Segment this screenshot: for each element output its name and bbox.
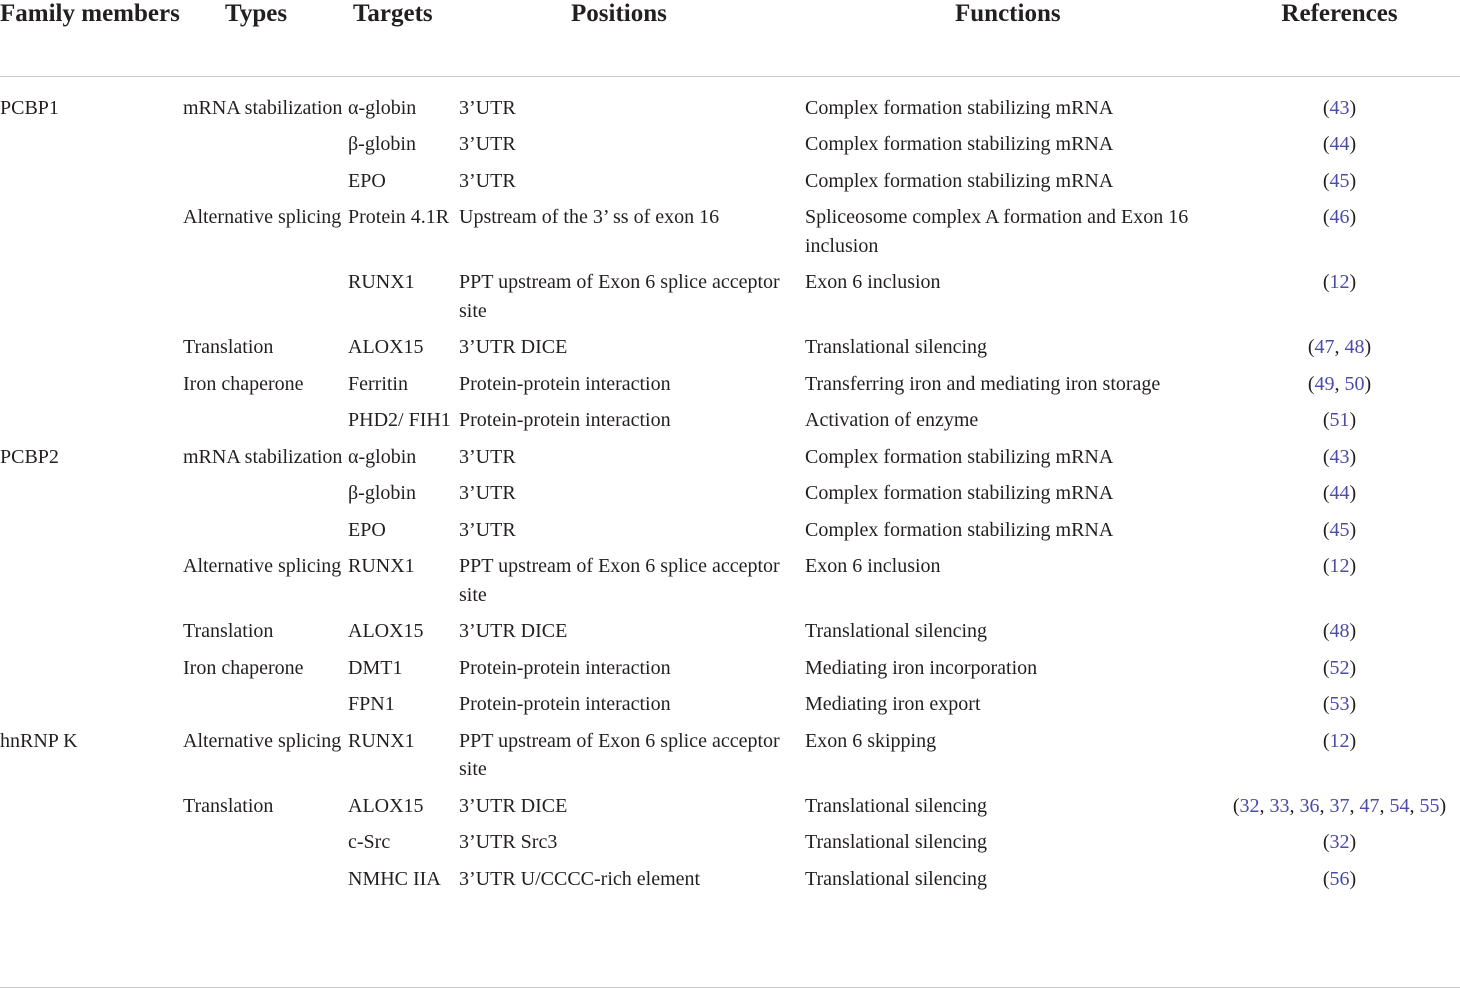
cell-position: PPT upstream of Exon 6 splice acceptor site <box>459 729 780 780</box>
cell-type <box>183 122 348 159</box>
cell-function: Complex formation stabilizing mRNA <box>805 96 1114 119</box>
cell-family <box>0 682 183 719</box>
cell-target: ALOX15 <box>348 620 424 642</box>
table-row <box>0 122 1460 159</box>
cell-target: FPN1 <box>348 693 395 715</box>
reference-link[interactable]: 12 <box>1329 729 1350 752</box>
cell-references: (32, 33, 36, 37, 47, 54, 55) <box>1232 794 1447 817</box>
cell-function: Translational silencing <box>805 336 988 358</box>
cell-function: Translational silencing <box>805 867 988 890</box>
cell-position: 3’UTR <box>459 518 516 541</box>
cell-position: 3’UTR Src3 <box>459 831 558 853</box>
cell-references: (52) <box>1322 656 1357 679</box>
reference-link[interactable]: 37 <box>1329 794 1350 817</box>
cell-function: Translational silencing <box>805 794 988 817</box>
cell-references: (12) <box>1322 555 1357 577</box>
cell-type <box>183 260 348 325</box>
cell-family <box>0 784 183 821</box>
header-functions: Functions <box>805 0 1219 76</box>
cell-function: Complex formation stabilizing mRNA <box>805 445 1114 468</box>
cell-function: Exon 6 inclusion <box>805 271 941 293</box>
cell-function: Exon 6 inclusion <box>805 555 941 577</box>
reference-link[interactable]: 33 <box>1269 794 1290 817</box>
table-row <box>0 609 1460 646</box>
cell-target: RUNX1 <box>348 271 415 293</box>
table-row <box>0 682 1460 719</box>
cell-type <box>183 820 348 857</box>
cell-family <box>0 609 183 646</box>
reference-link[interactable]: 47 <box>1359 794 1380 817</box>
reference-link[interactable]: 45 <box>1329 518 1350 541</box>
cell-position: Protein-protein interaction <box>459 656 671 679</box>
cell-function: Exon 6 skipping <box>805 729 937 752</box>
cell-references: (56) <box>1322 867 1357 890</box>
cell-function: Mediating iron export <box>805 693 981 715</box>
cell-target: ALOX15 <box>348 794 424 817</box>
reference-link[interactable]: 52 <box>1329 656 1350 679</box>
cell-type: Translation <box>183 336 274 358</box>
cell-target: RUNX1 <box>348 729 415 752</box>
cell-references: (51) <box>1322 409 1357 431</box>
reference-link[interactable]: 53 <box>1329 693 1350 715</box>
cell-type <box>183 508 348 545</box>
cell-type: Translation <box>183 620 274 642</box>
reference-link[interactable]: 12 <box>1329 555 1350 577</box>
table-row <box>0 784 1460 821</box>
cell-references: (47, 48) <box>1307 336 1372 358</box>
cell-references: (43) <box>1322 445 1357 468</box>
cell-position: Protein-protein interaction <box>459 693 671 715</box>
cell-position: 3’UTR <box>459 133 516 155</box>
table-row <box>0 260 1460 325</box>
cell-family <box>0 260 183 325</box>
cell-family <box>0 544 183 609</box>
reference-link[interactable]: 45 <box>1329 169 1350 192</box>
cell-family <box>0 508 183 545</box>
reference-link[interactable]: 47 <box>1314 336 1335 358</box>
cell-function: Complex formation stabilizing mRNA <box>805 133 1114 155</box>
cell-target: c-Src <box>348 831 391 853</box>
reference-link[interactable]: 32 <box>1329 831 1350 853</box>
cell-family: PCBP2 <box>0 445 59 468</box>
cell-position: 3’UTR DICE <box>459 336 568 358</box>
cell-family <box>0 471 183 508</box>
header-family: Family members <box>0 0 183 76</box>
cell-position: 3’UTR <box>459 96 516 119</box>
bottom-rule <box>0 987 1460 988</box>
table-row <box>0 471 1460 508</box>
cell-references: (53) <box>1322 693 1357 715</box>
table-body <box>0 76 1460 893</box>
reference-link[interactable]: 32 <box>1239 794 1260 817</box>
cell-family: hnRNP K <box>0 729 78 752</box>
cell-position: 3’UTR U/CCCC-rich element <box>459 867 701 890</box>
cell-type: Iron chaperone <box>183 372 304 395</box>
cell-function: Mediating iron incorporation <box>805 656 1038 679</box>
cell-target: DMT1 <box>348 656 403 679</box>
cell-family <box>0 362 183 399</box>
cell-target: ALOX15 <box>348 336 424 358</box>
cell-references: (45) <box>1322 169 1357 192</box>
cell-references: (32) <box>1322 831 1357 853</box>
cell-position: 3’UTR DICE <box>459 620 568 642</box>
table-row <box>0 398 1460 435</box>
cell-family <box>0 122 183 159</box>
cell-position: Upstream of the 3’ ss of exon 16 <box>459 206 720 228</box>
cell-family <box>0 646 183 683</box>
reference-link[interactable]: 56 <box>1329 867 1350 890</box>
cell-target: RUNX1 <box>348 555 415 577</box>
cell-type <box>183 682 348 719</box>
cell-target: EPO <box>348 518 386 541</box>
cell-function: Translational silencing <box>805 831 988 853</box>
table-row <box>0 544 1460 609</box>
cell-type: Iron chaperone <box>183 656 304 679</box>
cell-position: 3’UTR DICE <box>459 794 568 817</box>
cell-position: Protein-protein interaction <box>459 372 671 395</box>
cell-type: Alternative splicing <box>183 206 342 228</box>
reference-link[interactable]: 48 <box>1329 620 1350 642</box>
cell-type: mRNA stabilization <box>183 96 343 119</box>
reference-link[interactable]: 46 <box>1329 206 1350 228</box>
header-references: References <box>1219 0 1460 76</box>
table-row <box>0 508 1460 545</box>
table-row <box>0 76 1460 122</box>
cell-function: Complex formation stabilizing mRNA <box>805 482 1114 504</box>
cell-position: Protein-protein interaction <box>459 409 671 431</box>
cell-type <box>183 857 348 894</box>
cell-target: EPO <box>348 169 386 192</box>
reference-link[interactable]: 55 <box>1419 794 1440 817</box>
cell-type <box>183 471 348 508</box>
cell-family <box>0 857 183 894</box>
table-row <box>0 159 1460 196</box>
reference-link[interactable]: 51 <box>1329 409 1350 431</box>
reference-link[interactable]: 44 <box>1329 133 1350 155</box>
header-positions: Positions <box>459 0 805 76</box>
cell-references: (44) <box>1322 482 1357 504</box>
reference-link[interactable]: 54 <box>1389 794 1410 817</box>
cell-function: Complex formation stabilizing mRNA <box>805 169 1114 192</box>
cell-target: Protein 4.1R <box>348 206 450 228</box>
header-types: Types <box>183 0 348 76</box>
reference-link[interactable]: 48 <box>1344 336 1365 358</box>
cell-type <box>183 159 348 196</box>
cell-family <box>0 325 183 362</box>
cell-type: Alternative splicing <box>183 729 342 752</box>
reference-link[interactable]: 49 <box>1314 372 1335 395</box>
table-row <box>0 719 1460 784</box>
cell-type: Translation <box>183 794 274 817</box>
cell-family <box>0 159 183 196</box>
cell-target: PHD2/ FIH1 <box>348 409 451 431</box>
cell-position: 3’UTR <box>459 482 516 504</box>
cell-target: NMHC IIA <box>348 867 441 890</box>
reference-link[interactable]: 44 <box>1329 482 1350 504</box>
cell-position: PPT upstream of Exon 6 splice acceptor site <box>459 271 780 322</box>
cell-references: (49, 50) <box>1307 372 1372 395</box>
table-row <box>0 857 1460 894</box>
cell-function: Spliceosome complex A formation and Exon 16 inclusion <box>805 206 1189 257</box>
cell-target: β-globin <box>348 482 416 504</box>
table-row <box>0 362 1460 399</box>
cell-position: PPT upstream of Exon 6 splice acceptor site <box>459 555 780 606</box>
cell-family <box>0 398 183 435</box>
cell-function: Complex formation stabilizing mRNA <box>805 518 1114 541</box>
cell-references: (12) <box>1322 729 1357 752</box>
table-row <box>0 646 1460 683</box>
cell-target: β-globin <box>348 133 416 155</box>
cell-family: PCBP1 <box>0 96 59 119</box>
table-header <box>0 0 1460 76</box>
header-targets: Targets <box>348 0 459 76</box>
cell-references: (45) <box>1322 518 1357 541</box>
cell-function: Transferring iron and mediating iron storage <box>805 372 1161 395</box>
cell-references: (46) <box>1322 206 1357 228</box>
cell-type: Alternative splicing <box>183 555 342 577</box>
cell-references: (48) <box>1322 620 1357 642</box>
reference-link[interactable]: 50 <box>1344 372 1365 395</box>
cell-function: Activation of enzyme <box>805 409 979 431</box>
reference-link[interactable]: 36 <box>1299 794 1320 817</box>
cell-family <box>0 195 183 260</box>
cell-position: 3’UTR <box>459 445 516 468</box>
table-row <box>0 325 1460 362</box>
cell-target: Ferritin <box>348 372 408 395</box>
reference-link[interactable]: 43 <box>1329 445 1350 468</box>
cell-target: α-globin <box>348 96 417 119</box>
table-row <box>0 435 1460 472</box>
reference-link[interactable]: 43 <box>1329 96 1350 119</box>
cell-type: mRNA stabilization <box>183 445 343 468</box>
cell-references: (44) <box>1322 133 1357 155</box>
cell-function: Translational silencing <box>805 620 988 642</box>
cell-type <box>183 398 348 435</box>
reference-link[interactable]: 12 <box>1329 271 1350 293</box>
cell-position: 3’UTR <box>459 169 516 192</box>
cell-references: (12) <box>1322 271 1357 293</box>
table-row <box>0 195 1460 260</box>
cell-references: (43) <box>1322 96 1357 119</box>
table-row <box>0 820 1460 857</box>
cell-target: α-globin <box>348 445 417 468</box>
cell-family <box>0 820 183 857</box>
